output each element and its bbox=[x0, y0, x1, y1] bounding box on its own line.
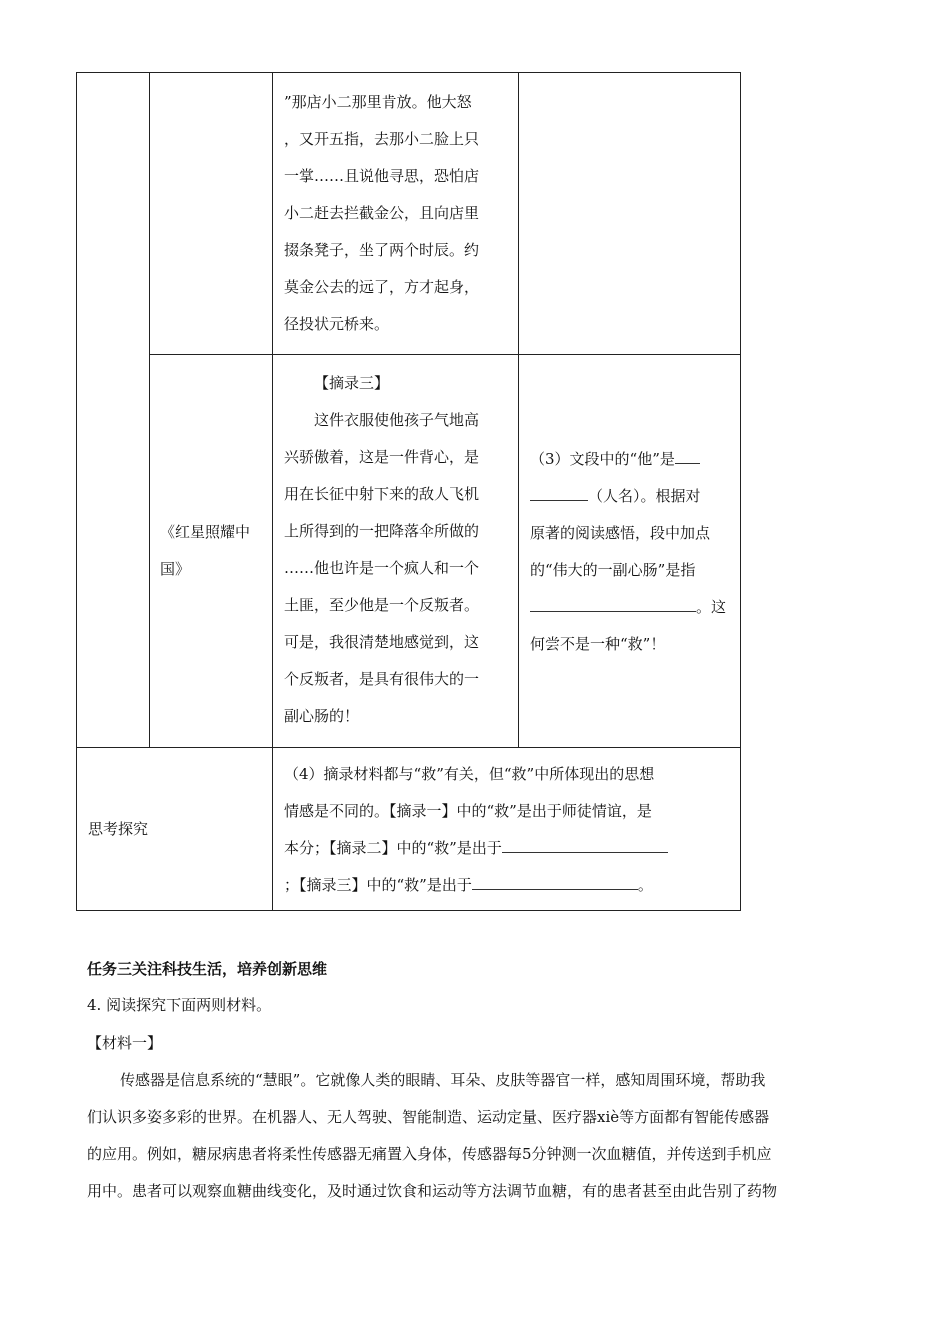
question-text: 本分；【摘录二】中的“救”是出于 bbox=[284, 839, 502, 857]
answer-blank[interactable] bbox=[530, 482, 588, 501]
table-border-bottom bbox=[76, 910, 741, 911]
book-title bbox=[160, 514, 250, 588]
text-line: 掇条凳子，坐了两个时辰。约 bbox=[284, 241, 480, 259]
table-row-divider bbox=[149, 354, 741, 355]
text-line bbox=[284, 867, 668, 904]
paragraph-line: 们认识多姿多彩的世界。在机器人、无人驾驶、智能制造、运动定量、医疗器xiè等方面都有智能传感器 bbox=[87, 1108, 770, 1126]
question-stem: 4. 阅读探究下面两则材料。 bbox=[87, 996, 272, 1014]
table-column-divider bbox=[272, 72, 273, 911]
text-line: 情感是不同的。【摘录一】中的“救”是出于师徒情谊，是 bbox=[284, 802, 652, 820]
material-label: 【材料一】 bbox=[87, 1034, 163, 1052]
text-line: 上所得到的一把降落伞所做的 bbox=[284, 522, 480, 540]
text-line: 国》 bbox=[160, 560, 191, 578]
question-three bbox=[530, 441, 726, 663]
question-text: 。 bbox=[637, 876, 653, 894]
question-text: ；【摘录三】中的“救”是出于 bbox=[284, 876, 472, 894]
table-column-divider bbox=[518, 72, 519, 748]
text-line: 个反叛者，是具有很伟大的一 bbox=[284, 670, 480, 688]
text-line bbox=[530, 478, 726, 515]
text-line: 用在长征中射下来的敌人飞机 bbox=[284, 485, 480, 503]
text-line: （4）摘录材料都与“救”有关，但“救”中所体现出的思想 bbox=[284, 765, 655, 783]
table-row-divider bbox=[76, 747, 741, 748]
answer-blank[interactable] bbox=[530, 593, 696, 612]
text-line: 莫金公去的远了，方才起身， bbox=[284, 278, 480, 296]
table-border-left bbox=[76, 72, 77, 911]
answer-blank[interactable] bbox=[675, 445, 700, 464]
question-four bbox=[284, 756, 668, 904]
paragraph-line: 传感器是信息系统的“慧眼”。它就像人类的眼睛、耳朵、皮肤等器官一样，感知周围环境，帮助我 bbox=[120, 1071, 766, 1089]
table-column-divider bbox=[149, 72, 150, 748]
row-label bbox=[88, 811, 148, 848]
table-border-top bbox=[76, 72, 741, 73]
text-line: 何尝不是一种“救”！ bbox=[530, 635, 666, 653]
excerpt-title: 【摘录三】 bbox=[314, 374, 390, 392]
excerpt-two-continued bbox=[284, 84, 479, 343]
text-line: 径投状元桥来。 bbox=[284, 315, 390, 333]
section-heading: 任务三关注科技生活，培养创新思维 bbox=[87, 960, 328, 978]
text-line bbox=[530, 589, 726, 626]
text-line: ”那店小二那里肯放。他大怒 bbox=[284, 93, 472, 111]
excerpt-three bbox=[284, 365, 479, 735]
text-line bbox=[530, 441, 726, 478]
text-line: 原著的阅读感悟，段中加点 bbox=[530, 524, 711, 542]
paragraph-line: 用中。患者可以观察血糖曲线变化，及时通过饮食和运动等方法调节血糖，有的患者甚至由此告别了药物 bbox=[87, 1182, 778, 1200]
text-line: ，又开五指，去那小二脸上只 bbox=[284, 130, 480, 148]
text-line: 可是，我很清楚地感觉到，这 bbox=[284, 633, 480, 651]
text-line: 副心肠的！ bbox=[284, 707, 360, 725]
text-line: 小二赶去拦截金公，且向店里 bbox=[284, 204, 480, 222]
answer-blank[interactable] bbox=[502, 834, 668, 853]
text-line: 一掌……且说他寻思，恐怕店 bbox=[284, 167, 480, 185]
text-line bbox=[284, 830, 668, 867]
question-text: （3）文段中的“他”是 bbox=[530, 450, 675, 468]
answer-blank[interactable] bbox=[472, 871, 638, 890]
text-line: ……他也许是一个疯人和一个 bbox=[284, 559, 480, 577]
question-text: （人名）。根据对 bbox=[588, 487, 701, 505]
text-line: 土匪，至少他是一个反叛者。 bbox=[284, 596, 480, 614]
question-text: 。这 bbox=[696, 598, 727, 616]
text-line: 《红星照耀中 bbox=[160, 523, 251, 541]
text-line: 这件衣服使他孩子气地高 bbox=[314, 411, 480, 429]
paragraph-line: 的应用。例如，糖尿病患者将柔性传感器无痛置入身体，传感器每5分钟测一次血糖值，并传送到手机应 bbox=[87, 1145, 772, 1163]
text-line: 兴骄傲着，这是一件背心，是 bbox=[284, 448, 480, 466]
table-border-right bbox=[740, 72, 741, 911]
think-explore-label: 思考探究 bbox=[88, 820, 149, 838]
text-line: 的“伟大的一副心肠”是指 bbox=[530, 561, 696, 579]
